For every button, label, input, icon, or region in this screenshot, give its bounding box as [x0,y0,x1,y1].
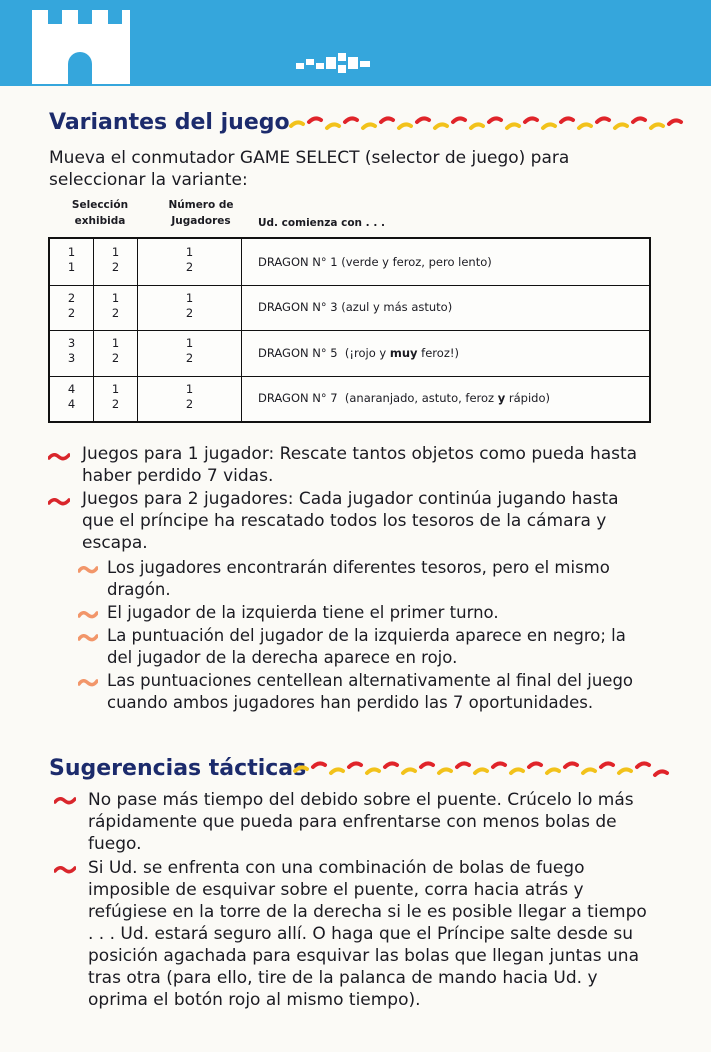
cell-value: 1 [111,290,120,305]
colhead-seleccion [56,197,144,229]
cell-selection [50,239,94,285]
flame-bullet-icon [54,865,76,875]
cell-players [138,239,242,285]
flame-bullet-icon [48,452,70,462]
cell-value: 1 [185,336,194,350]
cell-description: DRAGON N° 1 (verde y feroz, pero lento) [258,254,492,269]
flame-bullet-icon [78,565,98,575]
ribbon-flag-icon [291,757,691,781]
cell-sub [94,330,138,376]
variants-table [48,237,651,423]
flame-bullet-icon [48,497,70,507]
cell-value: 1 [185,290,194,305]
desc-emphasis: muy [389,345,418,360]
colhead-jugadores-line2: Jugadores [171,215,231,227]
cell-value: 2 [111,305,120,320]
section-title-variantes: Variantes del juego [49,110,290,135]
cell-players [138,376,242,422]
flame-bullet-icon [78,633,98,643]
cell-value: 2 [111,351,120,365]
cell-players [138,330,242,376]
cell-players [138,285,242,331]
cell-selection [50,376,94,422]
cell-value: 1 [111,381,120,396]
cell-description: DRAGON N° 3 (azul y más astuto) [258,300,453,315]
subbullet-tesoros: Los jugadores encontrarán diferentes tesoros, pero el mismo dragón. [107,558,610,599]
cell-sub [94,239,138,285]
bullet-2-jugadores: Juegos para 2 jugadores: Cada jugador continúa jugando hasta que el príncipe ha rescatado todos los tesoros de la cámara y escapa. [82,489,619,553]
tip-puente: No pase más tiempo del debido sobre el puente. Crúcelo lo más rápidamente que pueda para enfrentarse con menos bolas de fuego. [88,790,634,854]
desc-emphasis: y [497,391,506,406]
colhead-seleccion-line2: exhibida [74,215,126,227]
colhead-comienza: Ud. comienza con . . . [258,217,385,229]
cell-value: 4 [67,396,76,411]
cell-value: 1 [111,336,120,350]
cell-sub [94,376,138,422]
subbullet-centellean: Las puntuaciones centellean alternativamente al final del juego cuando ambos jugadores han perdido las 7 oportunidades. [107,671,634,712]
header-banner [0,0,711,86]
section-title-sugerencias: Sugerencias tácticas [49,756,307,781]
table-row [50,239,649,286]
subbullet-primer-turno: El jugador de la izquierda tiene el primer turno. [107,603,499,622]
cell-value: 2 [67,290,76,305]
desc-text: rápido) [505,391,550,406]
flame-bullet-icon [54,796,76,806]
cell-description [258,376,550,422]
ribbon-flag-icon [287,112,687,136]
table-row [50,330,649,377]
cell-selection [50,330,94,376]
colhead-seleccion-line1: Selección [71,199,129,211]
tip-bolas-de-fuego: Si Ud. se enfrenta con una combinación de bolas de fuego imposible de esquivar sobre el puente, corra hacia atrás y refúgiese en la torre de la derecha si le es posible llegar a tiempo . . . Ud. estará seguro allí. O haga que el Príncipe salte desde su posición agachada para esquivar las bolas que llegan juntas una tras otra (para ello, tire de la palanca de mando hacia Ud. y oprima el botón rojo al mismo tiempo). [88,858,647,1010]
cell-description [258,330,459,376]
cell-value: 2 [185,305,194,320]
cell-value: 1 [185,245,194,259]
cell-value: 2 [185,351,194,365]
cell-value: 4 [67,381,76,396]
cell-value: 1 [111,245,120,259]
cell-value: 2 [111,396,120,411]
desc-text: feroz!) [417,345,459,360]
table-row [50,376,649,422]
colhead-jugadores [158,197,244,229]
cell-value: 3 [67,336,76,350]
flame-bullet-icon [78,678,98,688]
cell-value: 2 [185,260,194,274]
castle-tower-icon [32,10,130,84]
desc-text: DRAGON N° 5 (¡rojo y [258,345,390,360]
desc-text: DRAGON N° 7 (anaranjado, astuto, feroz [258,391,498,406]
cell-value: 1 [185,381,194,396]
intro-text: Mueva el conmutador GAME SELECT (selector de juego) para seleccionar la variante: [49,148,570,190]
cell-value: 2 [185,396,194,411]
cell-selection [50,285,94,331]
cell-sub [94,285,138,331]
colhead-jugadores-line1: Número de [168,199,234,211]
subbullet-puntuacion: La puntuación del jugador de la izquierda aparece en negro; la del jugador de la derecha aparece en rojo. [107,626,626,667]
bullet-1-jugador: Juegos para 1 jugador: Rescate tantos objetos como pueda hasta haber perdido 7 vidas. [82,444,638,486]
dragon-glyph-icon [296,53,376,75]
cell-value: 1 [67,245,76,259]
cell-value: 2 [111,260,120,274]
cell-value: 1 [67,260,76,274]
cell-value: 3 [67,351,76,365]
cell-value: 2 [67,305,76,320]
flame-bullet-icon [78,610,98,620]
table-row [50,285,649,332]
